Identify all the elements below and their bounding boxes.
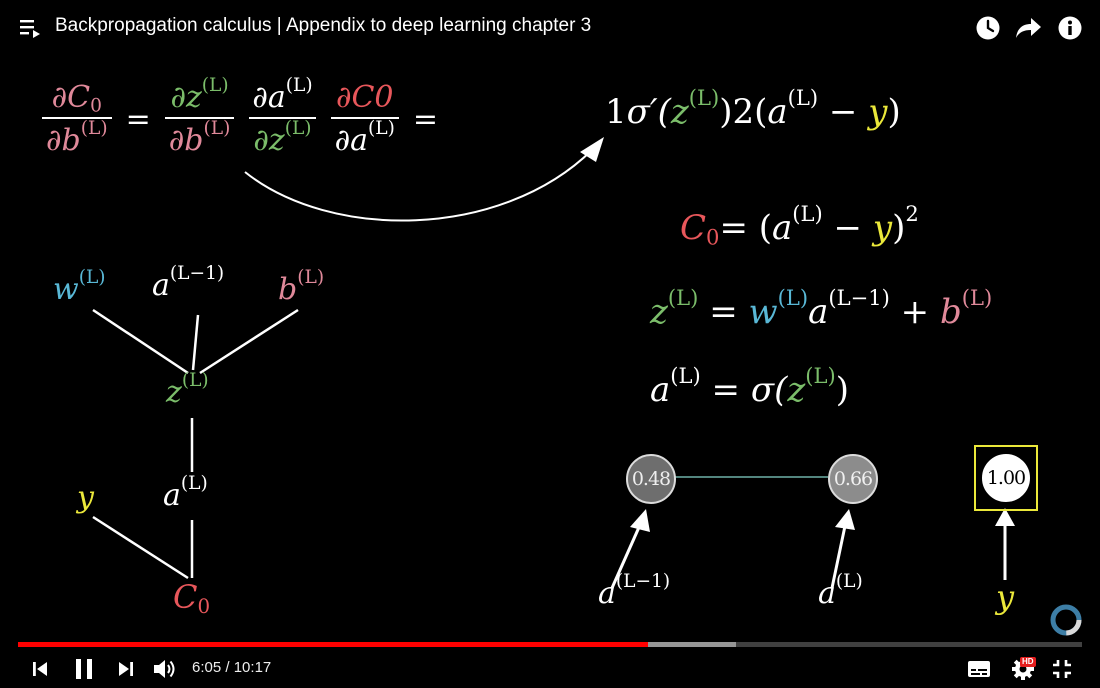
tree-node-C0: $C_0$ <box>173 578 211 618</box>
label-y: y <box>996 578 1015 616</box>
neuron-previous: 0.48 <box>626 454 676 504</box>
exit-fullscreen-button[interactable] <box>1049 656 1075 682</box>
progress-played <box>18 642 648 647</box>
neuron-output: 0.66 <box>828 454 878 504</box>
da-dz-fraction: $\frac{\partial a^{(L)}}{\partial z^{(L)}}$ <box>248 80 316 158</box>
tree-node-a-prev: $a^{(L-1)}$ <box>152 263 225 303</box>
dz-db-fraction: $\frac{\partial z^{(L)}}{\partial b^{(L)}}$ <box>165 80 235 158</box>
pause-icon <box>74 658 94 680</box>
pause-button[interactable] <box>70 654 98 684</box>
time-display <box>192 659 271 676</box>
a-definition: $a^{(L)} = \sigma(z^{(L)})$ <box>650 363 849 410</box>
tree-node-z: $z^{(L)}$ <box>166 370 209 410</box>
subtitles-button[interactable] <box>966 656 992 682</box>
hd-badge: HD <box>1022 657 1034 666</box>
tree-node-w: $w^{(L)}$ <box>53 267 106 307</box>
label-a-prev: $a^{(L-1)}$ <box>598 571 671 611</box>
controls-bar <box>0 650 1100 688</box>
target-neuron: 1.00 <box>982 454 1030 502</box>
target-box <box>974 445 1038 511</box>
previous-button[interactable] <box>27 656 53 682</box>
previous-icon <box>31 660 49 678</box>
label-a-current: $a^{(L)}$ <box>818 571 863 611</box>
result-expression: $1\sigma'(z^{(L)})2(a^{(L)} - y)$ <box>605 85 901 132</box>
chain-rule-equation: $\frac{\partial C_0}{\partial b^{(L)}}$ = $\frac{\partial z^{(L)}}{\partial b^{(L)}}$ $\frac{\partial a^{(L)}}{\partial z^{(L)}}$ $\frac{\partial C0}{\partial a^{(L)}}$ = <box>42 80 438 158</box>
dC0-da-fraction: $\frac{\partial C0}{\partial a^{(L)}}$ <box>331 80 399 158</box>
tree-node-y: y <box>77 480 94 515</box>
next-icon <box>117 660 135 678</box>
volume-icon <box>153 658 179 680</box>
duration: 10:17 <box>233 659 272 676</box>
volume-button[interactable] <box>152 655 180 683</box>
video-title[interactable]: Backpropagation calculus | Appendix to deep learning chapter 3 <box>55 15 592 36</box>
z-definition: $z^{(L)} = w^{(L)}a^{(L-1)} + b^{(L)}$ <box>650 285 993 332</box>
settings-button[interactable] <box>1008 655 1038 683</box>
tree-node-b: $b^{(L)}$ <box>278 267 325 307</box>
cost-definition: $C_0= (a^{(L)} - y)^2$ <box>680 201 919 250</box>
next-button[interactable] <box>113 656 139 682</box>
progress-bar[interactable] <box>18 642 1082 647</box>
dC0-db-fraction: $\frac{\partial C_0}{\partial b^{(L)}}$ <box>42 80 112 158</box>
loading-spinner-icon <box>1050 604 1082 636</box>
subtitles-icon <box>968 660 990 678</box>
time-separator: / <box>221 659 234 676</box>
tree-node-a: $a^{(L)}$ <box>163 473 208 513</box>
exit-fullscreen-icon <box>1052 659 1072 679</box>
current-time: 6:05 <box>192 659 222 676</box>
